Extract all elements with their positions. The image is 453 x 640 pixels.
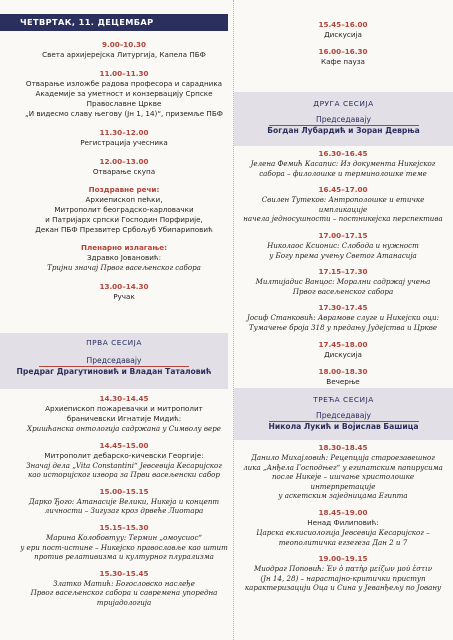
talk-item	[240, 508, 446, 547]
time-slot: 17.00–17.15	[318, 230, 368, 240]
session-title: ПРВА СЕСИЈА	[86, 338, 142, 347]
talk-title: тријадологија	[96, 597, 152, 607]
speaker-name: браничевски Игнатије Мидић:	[66, 414, 182, 423]
event-text: Декан ПБФ Презвитер Србољуб Убипариповић	[35, 225, 213, 234]
talk-item	[20, 487, 228, 516]
plenary-label: Пленарно излагање:	[80, 243, 168, 252]
talk-title: лика „Анђела Господњег“ у египатским папирусима	[243, 462, 443, 472]
talk-title: личности – Зигузаг кроз дрвеће Лиотара	[44, 506, 204, 516]
speaker-name: Здравко Јовановић:	[86, 253, 162, 262]
time-slot: 16.30–16.45	[318, 149, 368, 158]
session-title: ДРУГА СЕСИЈА	[313, 99, 374, 108]
speaker-name: Архиепископ пожаревачки и митрополит	[45, 404, 203, 413]
time-slot: 16.45–17.00	[318, 185, 368, 195]
time-slot: 17.45–18.00	[318, 339, 368, 349]
session-2-talks	[240, 149, 446, 387]
time-slot: 19.00–19.15	[318, 554, 368, 564]
talk-item	[20, 441, 228, 480]
event-text: Вечерње	[326, 376, 360, 386]
time-slot: 9.00–10.30	[101, 40, 147, 49]
greetings	[20, 185, 228, 235]
talk-item	[240, 303, 446, 332]
talk-title: у аскетским заједницама Египта	[278, 491, 408, 501]
time-slot: 18.30–18.45	[318, 443, 368, 452]
event-text: Дискусија	[324, 349, 362, 359]
talk-title: (Јн 14, 28) – нарастајно-критички приступ	[260, 573, 426, 583]
schedule-item	[20, 40, 228, 60]
time-slot: 14.30–14.45	[99, 394, 149, 403]
time-slot: 12.00–13.00	[99, 157, 149, 166]
talk-title: Марина Колобовтуу: Термин „омоусиос“	[45, 532, 203, 542]
event-text: и Патријарх српски Господин Порфирије,	[45, 215, 203, 224]
event-text: Ручак	[113, 291, 135, 301]
talk-title: Златко Матић: Богословско наслеђе	[53, 578, 195, 588]
time-slot: 13.00–14.30	[99, 281, 149, 291]
time-slot: 17.30–17.45	[318, 303, 368, 313]
schedule-item	[240, 20, 446, 40]
time-slot: 14.45–15.00	[99, 440, 149, 450]
talk-item	[20, 523, 228, 562]
day-banner: ЧЕТВРТАК, 11. ДЕЦЕМБАР	[0, 14, 228, 31]
talk-title: Свилен Тутеков: Антрополошке и етичке импликације	[261, 195, 425, 214]
session-2-header	[234, 92, 453, 146]
time-slot: 17.15–17.30	[318, 267, 368, 277]
schedule-item	[20, 282, 228, 302]
event-text: Отварање изложбе радова професора и сарадника	[25, 79, 223, 88]
chair-label: Председавају	[316, 115, 371, 124]
talk-title: после Никеје – ишчање христолошке интерпретације	[271, 472, 415, 491]
talk-item	[240, 149, 446, 178]
time-slot: 11.30–12.00	[99, 128, 149, 137]
event-text: Регистрација учесника	[80, 138, 168, 147]
talk-title: Тријни значај Првог васељенског сабора	[47, 263, 201, 272]
event-text: Кафе пауза	[321, 57, 365, 66]
chair-names: Богдан Лубардић и Зоран Деврња	[267, 126, 420, 135]
talk-title: Николаос Ксионис: Слобода и нужност	[267, 240, 419, 250]
chair-label: Председавају	[316, 411, 371, 420]
talk-title: Првог васељенског сабора	[292, 286, 394, 296]
time-slot: 11.00–11.30	[99, 69, 149, 78]
session-1-header	[0, 333, 228, 389]
session-box	[234, 92, 453, 146]
event-text: Митрополит београдско-карловачки	[54, 205, 194, 214]
event-text: Православне Цркве	[86, 99, 162, 108]
talk-title: Првог васељенског сабора и савремена упоредна	[30, 588, 218, 598]
talk-item	[20, 394, 228, 434]
schedule-item	[20, 157, 228, 177]
talk-title: у ери пост-истине – Никејско православље као штит	[20, 542, 228, 552]
schedule-item	[240, 367, 446, 387]
talk-title: у Богу према учењу Светог Атанасија	[269, 250, 417, 260]
chair-names: Предраг Драгутиновић и Владан Таталовић	[16, 367, 212, 376]
talk-title: као историјског извора за Први васељенски сабор	[28, 470, 220, 480]
talk-item	[240, 554, 446, 593]
session-3-talks	[240, 443, 446, 593]
event-text: Дискусија	[324, 30, 362, 39]
speaker-name: Митрополит дебарско-кичевски Георгије:	[44, 450, 204, 460]
schedule-item	[240, 340, 446, 360]
talk-title: Хришћанска онтологија садржана у Символу вере	[27, 424, 221, 433]
talk-title: Милтијадис Ванцос: Морални садржај учења	[255, 277, 431, 287]
event-text: Архиепископ пећки,	[85, 195, 163, 204]
session-1-talks	[20, 394, 228, 608]
talk-title: Тумачење броја 318 у предању Јудејства и Цркве	[248, 322, 438, 332]
time-slot: 15.00–15.15	[99, 486, 149, 496]
talk-item	[240, 231, 446, 260]
schedule-item	[20, 128, 228, 148]
talk-title: Јелена Фемић Касапис: Из документа Никејског	[250, 159, 436, 168]
speaker-name: Ненад Филиповић:	[307, 517, 379, 527]
talk-title: Царска еклисиологија Јевсевија Кесаријског –	[256, 527, 430, 537]
talk-title: сабора – филолошке и терминолошке теме	[259, 168, 427, 178]
plenary	[20, 243, 228, 273]
time-slot: 18.45–19.00	[318, 507, 368, 517]
talk-title: Значај дела „Vita Constantini“ Јевсевија Кесаријског	[26, 460, 222, 470]
talk-title: Данило Михајловић: Рецепција староезавешног	[251, 453, 435, 462]
left-column	[20, 40, 228, 302]
time-slot: 15.30–15.45	[99, 568, 149, 578]
talk-item	[240, 185, 446, 224]
schedule-item	[20, 69, 228, 119]
time-slot: 15.15–15.30	[99, 522, 149, 532]
chair-label: Председавају	[86, 356, 142, 365]
talk-title: начела једносушности – постникејска перспектива	[243, 214, 443, 224]
talk-title: Јосиф Станковић: Аврамове слуге и Никејски оци:	[246, 313, 439, 323]
talk-title: теополитичка егзегеза Дан 2 и 7	[278, 537, 408, 547]
event-text: Академије за уметност и конзервацију Српске	[35, 89, 213, 98]
time-slot: 18.00–18.30	[318, 366, 368, 376]
talk-title: против релативизма и културног плурализма	[34, 552, 214, 562]
event-text: Света архијерејска Литургија, Капела ПБФ	[42, 50, 206, 59]
talk-item	[240, 267, 446, 296]
talk-item	[240, 443, 446, 501]
session-box	[234, 388, 453, 440]
talk-title: Дарко Ђого: Атанасије Велики, Никеја и концепт	[28, 496, 220, 506]
session-3-header	[234, 388, 453, 440]
time-slot: 15.45–16.00	[318, 20, 368, 29]
right-column	[240, 20, 446, 67]
event-text: Отварање скупа	[92, 167, 156, 176]
session-box	[0, 333, 228, 389]
schedule-item	[240, 47, 446, 67]
time-slot: 16.00–16.30	[318, 47, 368, 56]
session-title: ТРЕЋА СЕСИЈА	[313, 395, 374, 404]
chair-names: Никола Лукић и Војислав Башица	[268, 422, 419, 431]
event-text: „И видесмо славу његову (Јн 1, 14)“, приземље ПБФ	[25, 109, 223, 118]
talk-title: карактеризацији Оца и Сина у Јеванђељу по Јовану	[244, 583, 442, 593]
talk-title: Миодраг Поповић: Ἐν ὁ πατὴρ μείζων μού ἐστιν	[253, 564, 433, 574]
talk-item	[20, 569, 228, 608]
greetings-label: Поздравне речи:	[88, 185, 160, 194]
